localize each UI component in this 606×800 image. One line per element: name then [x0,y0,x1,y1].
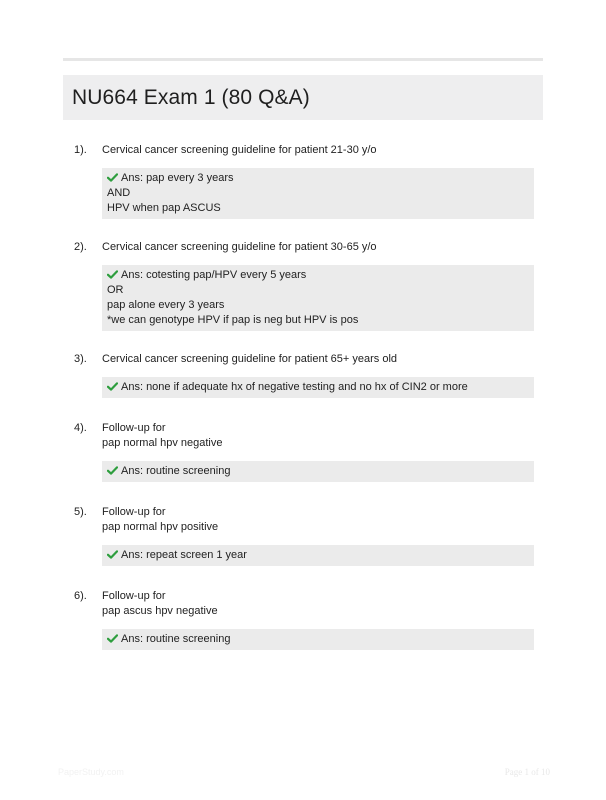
answer-line-1: Ans: routine screening [107,632,534,647]
check-icon [107,382,118,391]
question-number: 3). [74,353,87,365]
question-number: 4). [74,422,87,434]
page-title: NU664 Exam 1 (80 Q&A) [72,85,310,109]
answer-box [102,377,534,398]
question-text: Cervical cancer screening guideline for patient 30-65 y/o [102,241,377,253]
footer-watermark: PaperStudy.com [58,767,124,777]
check-icon [107,634,118,643]
answer-line-1: Ans: routine screening [107,464,534,479]
qa-item-4 [63,421,543,482]
check-icon [107,550,118,559]
question-number: 6). [74,590,87,602]
question-text: Cervical cancer screening guideline for patient 65+ years old [102,353,398,365]
qa-item-2 [63,240,543,331]
answer-box [102,265,534,331]
check-icon [107,466,118,475]
answer-line-3: HPV when pap ASCUS [107,202,221,214]
answer-box [102,461,534,482]
question-text: Follow-up for pap ascus hpv negative [102,590,218,617]
answer-line-2: AND [107,187,131,199]
answer-box [102,168,534,219]
answer-line-1: Ans: repeat screen 1 year [107,548,534,563]
answer-line-1: Ans: pap every 3 years [107,171,534,186]
check-icon [107,173,118,182]
title-band [63,75,543,120]
answer-box [102,545,534,566]
footer-page-label: Page 1 of 10 [504,767,550,777]
qa-item-3 [63,352,543,398]
answer-line-1: Ans: cotesting pap/HPV every 5 years [107,268,534,283]
qa-list [63,143,543,650]
question-number: 1). [74,144,87,156]
question-number: 2). [74,241,87,253]
answer-line-1: Ans: none if adequate hx of negative testing and no hx of CIN2 or more [107,380,534,395]
qa-item-5 [63,505,543,566]
qa-item-1 [63,143,543,219]
question-text: Follow-up for pap normal hpv positive [102,506,219,533]
answer-box [102,629,534,650]
answer-line-4: *we can genotype HPV if pap is neg but HPV is pos [107,314,359,326]
answer-line-3: pap alone every 3 years [107,299,225,311]
answer-line-2: OR [107,284,124,296]
question-text: Cervical cancer screening guideline for patient 21-30 y/o [102,144,377,156]
question-text: Follow-up for pap normal hpv negative [102,422,223,449]
qa-item-6 [63,589,543,650]
question-number: 5). [74,506,87,518]
check-icon [107,270,118,279]
top-divider [63,58,543,61]
